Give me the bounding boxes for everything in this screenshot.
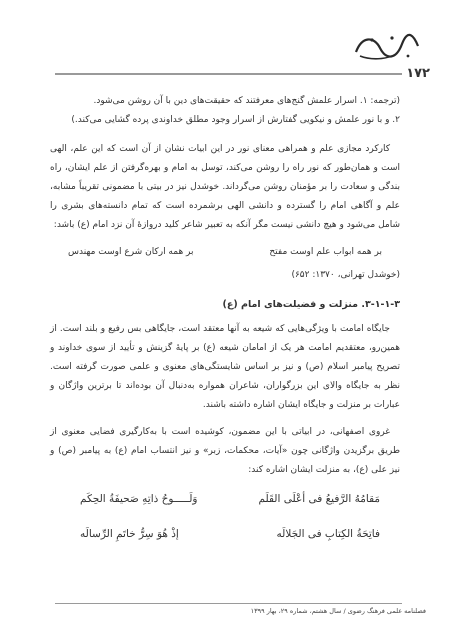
poem-hemistich-right: بر همه ابواب علم اوست مفتح (269, 247, 382, 257)
footer-text: فصلنامه علمی فرهنگ رضوی / سال هشتم، شماره ۲۹، بهار ۱۳۹۹ (250, 607, 426, 615)
arabic-hemistich-left-1: وَلَـــــوحُ ذاتِهِ صَحیفَةُ الحِکَم (80, 493, 198, 505)
section-heading: ۳-۱-۱-۳. منزلت و فضیلت‌های امام (ع) (222, 299, 400, 310)
page-number: ۱۷۲ (406, 66, 430, 81)
arabic-hemistich-right-2: فاتِحَةُ الکِتابِ فی الجَلالَه (276, 528, 380, 540)
paragraph-2: جایگاه امامت با ویژگی‌هایی که شیعه به آنها معتقد است، جایگاهی بس رفیع و بلند است. از همین‌رو، معتقدیم امامت هر یک از امامان شیعه (ع) بر پایهٔ گزینش و تأیید از سوی خداوند و تصریح پیامبر اسلام (ص) و نیز بر اساس شایستگی‌های معنوی و علمی صورت گرفته است. نظر به جایگاه والای این بزرگواران، شاعران همواره به‌دنبال آن بوده‌اند تا برترین واژگان و عبارات بر منزلت و جایگاه ایشان اشاره داشته باشند. (50, 324, 400, 410)
translation-line-2: ۲. و با نور علمش و نیکویی گفتارش از اسرار وجود مطلق خداوندی پرده گشایی می‌کند.) (71, 115, 400, 125)
arabic-verse-1 (80, 490, 380, 509)
arabic-hemistich-right-1: مَقامُهُ الرَّفیعُ فی أعْلَی القَلَم (258, 493, 380, 505)
citation: (خوشدل تهرانی، ۱۳۷۰: ۶۵۲) (291, 270, 400, 280)
poem-hemistich-left: بر همه ارکان شرع اوست مهندس (68, 247, 194, 257)
header-divider (55, 73, 402, 75)
arabic-verse-2 (80, 525, 380, 544)
translation-paragraph (50, 92, 400, 130)
translation-line-1: (ترجمه: ۱. اسرار علمش گنج‌های معرفتند که حقیقت‌های دین با آن روشن می‌شود. (93, 96, 400, 106)
arabic-hemistich-left-2: إذْ هُوَ سِرُّ خاتَمِ الرِّسالَه (80, 528, 179, 540)
paragraph-1: کارکرد مجازی علم و همراهی معنای نور در این ابیات نشان از آن است که این علم، الهی است و همان‌طور که نور راه را روشن می‌کند، توسل به امام و بهره‌گرفتن از علم ایشان، راه بندگی و سعادت را بر مؤمنان روشن می‌گرداند. خوشدل نیز در بیتی با مضمونی تقریباً مشابه، علم و آگاهی امام را گسترده و دانشی الهی برشمرده است که تمام دانسته‌های بشری را شامل می‌شود و هیچ دانشی نیست مگر آنکه به تعبیر شاعر کلید دروازهٔ آن نزد امام (ع) باشد: (50, 144, 400, 230)
footer-divider (55, 603, 402, 604)
journal-logo (352, 30, 422, 64)
article-body (50, 92, 400, 560)
paragraph-3: غروی اصفهانی، در ابیاتی با این مضمون، کوشیده است با به‌کارگیری فضایی معنوی از طریق برگزیدن واژگانی چون «آیات، محکمات، زبر» و نیز انتساب امام (ع) به پیامبر (ص) و نیز علی (ع)، به منزلت ایشان اشاره کند: (50, 427, 400, 475)
poem-couplet (68, 243, 382, 262)
